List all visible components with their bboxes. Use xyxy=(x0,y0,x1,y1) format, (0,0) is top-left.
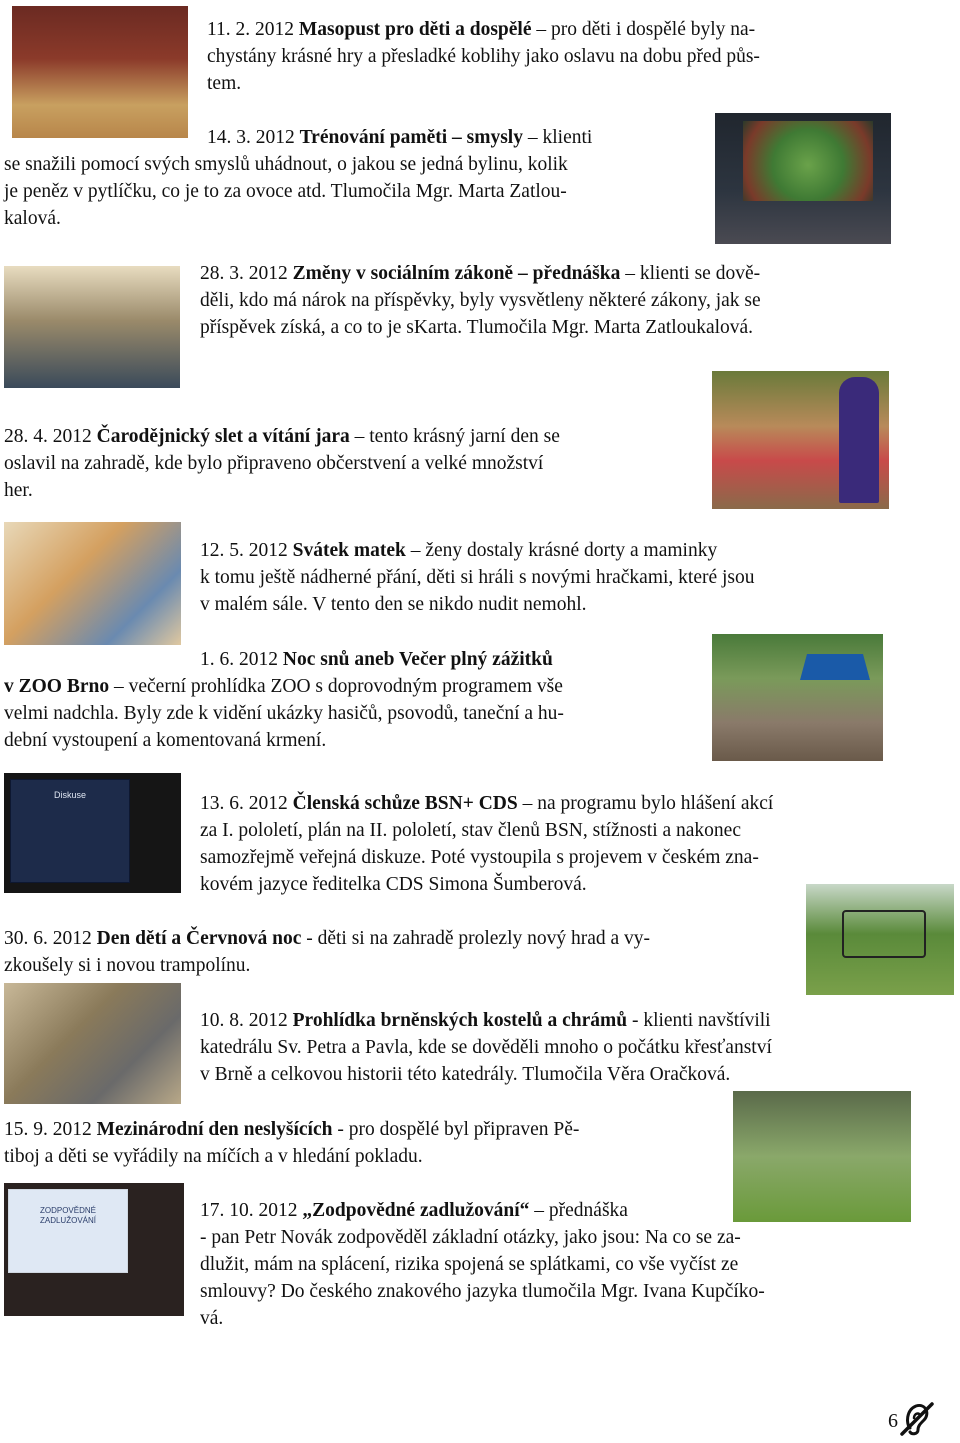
event-text-line xyxy=(200,871,587,898)
event-text-line xyxy=(200,537,717,564)
event-text: – večerní prohlídka ZOO s doprovodným programem vše xyxy=(109,676,563,697)
event-text: vá. xyxy=(200,1308,224,1329)
event-title: „Zodpovědné zadlužování“ xyxy=(302,1200,530,1221)
event-text-line xyxy=(4,477,33,504)
event-title: Trénování paměti – smysly xyxy=(299,127,523,148)
photo-svatek-matek xyxy=(4,522,181,645)
event-text-line xyxy=(200,314,753,341)
photo-clenska-schuze xyxy=(4,773,181,893)
event-text-line xyxy=(4,727,326,754)
event-text: je peněz v pytlíčku, co je to za ovoce atd. Tlumočila Mgr. Marta Zatlou- xyxy=(4,181,567,202)
event-text-line xyxy=(200,287,761,314)
event-text-line xyxy=(200,1305,223,1332)
event-title: Masopust pro děti a dospělé xyxy=(298,19,532,40)
event-text-line xyxy=(200,1197,628,1224)
event-text: 17. 10. 2012 xyxy=(200,1200,303,1221)
event-text: – klienti xyxy=(522,127,593,148)
event-text: se snažili pomocí svých smyslů uhádnout, o jakou se jedná bylinu, kolik xyxy=(4,154,568,175)
event-text-line xyxy=(207,43,760,70)
event-text-line xyxy=(200,1034,772,1061)
event-text: příspěvek získá, a co to je sKarta. Tlumočila Mgr. Marta Zatloukalová. xyxy=(200,317,754,338)
event-text: 30. 6. 2012 xyxy=(4,928,97,949)
event-text: - pro dospělé byl připraven Pě- xyxy=(332,1119,580,1140)
event-text: za I. pololetí, plán na II. pololetí, stav členů BSN, stížnosti a nakonec xyxy=(200,820,741,841)
event-text: katedrálu Sv. Petra a Pavla, kde se dověděli mnoho o počátku křesťanství xyxy=(200,1037,772,1058)
event-text: velmi nadchla. Byly zde k vidění ukázky hasičů, psovodů, taneční a hu- xyxy=(4,703,564,724)
event-text: oslavil na zahradě, kde bylo připraveno občerstvení a velké množství xyxy=(4,453,544,474)
event-text-line xyxy=(200,646,553,673)
event-text: her. xyxy=(4,480,33,501)
event-text: v malém sále. V tento den se nikdo nudit nemohl. xyxy=(200,594,587,615)
event-title: Prohlídka brněnských kostelů a chrámů xyxy=(292,1010,628,1031)
event-text-line xyxy=(200,844,759,871)
event-text: 10. 8. 2012 xyxy=(200,1010,293,1031)
photo-kostely xyxy=(4,983,181,1104)
event-text-line xyxy=(200,817,741,844)
event-text-line xyxy=(200,260,760,287)
event-text-line xyxy=(4,1116,579,1143)
photo-den-deti xyxy=(806,884,954,995)
event-text-line xyxy=(200,1278,765,1305)
event-text: 14. 3. 2012 xyxy=(207,127,300,148)
screen-title: ZODPOVĚDNÉ ZADLUŽOVÁNÍ xyxy=(39,1206,96,1225)
event-text: 28. 3. 2012 xyxy=(200,263,293,284)
event-text-line xyxy=(4,423,560,450)
event-text: – klienti se dově- xyxy=(620,263,761,284)
event-text-line xyxy=(4,151,568,178)
event-text: tiboj a děti se vyřádily na míčích a v hledání pokladu. xyxy=(4,1146,423,1167)
event-text-line xyxy=(200,1061,730,1088)
event-text: – přednáška xyxy=(529,1200,628,1221)
photo-den-neslysicich xyxy=(733,1091,911,1222)
event-text-line xyxy=(207,70,241,97)
event-text-line xyxy=(200,1251,738,1278)
photo-zadluzovani xyxy=(4,1183,184,1316)
event-text: dební vystoupení a komentovaná krmení. xyxy=(4,730,327,751)
event-text: kovém jazyce ředitelka CDS Simona Šumberová. xyxy=(200,874,587,895)
event-title: Členská schůze BSN+ CDS xyxy=(292,793,518,814)
event-text-line xyxy=(4,925,650,952)
event-text: smlouvy? Do českého znakového jazyka tlumočila Mgr. Ivana Kupčíko- xyxy=(200,1281,765,1302)
event-text: – na programu bylo hlášení akcí xyxy=(517,793,774,814)
projection-screen xyxy=(8,1189,128,1273)
event-text-line xyxy=(200,1007,771,1034)
event-text: – tento krásný jarní den se xyxy=(349,426,560,447)
event-text: 13. 6. 2012 xyxy=(200,793,293,814)
event-text: k tomu ještě nádherné přání, děti si hráli s novými hračkami, které jsou xyxy=(200,567,755,588)
photo-carodejnicky-slet xyxy=(712,371,889,509)
event-text: - děti si na zahradě prolezly nový hrad a vy- xyxy=(301,928,651,949)
event-title: Svátek matek xyxy=(292,540,406,561)
screen-title: Diskuse xyxy=(53,790,86,800)
event-text: děli, kdo má nárok na příspěvky, byly vysvětleny některé zákony, jak se xyxy=(200,290,761,311)
photo-zoo-brno xyxy=(712,634,883,761)
photo-masopust xyxy=(12,6,188,138)
event-text: kalová. xyxy=(4,208,61,229)
ear-hearing-loop-icon xyxy=(896,1398,936,1438)
event-text-line xyxy=(4,700,564,727)
event-title: v ZOO Brno xyxy=(4,676,110,697)
event-text-line xyxy=(4,1143,423,1170)
event-text: samozřejmě veřejná diskuze. Poté vystoupila s projevem v českém zna- xyxy=(200,847,759,868)
event-text-line xyxy=(4,673,563,700)
event-title: Čarodějnický slet a vítání jara xyxy=(96,426,350,447)
event-text: 15. 9. 2012 xyxy=(4,1119,97,1140)
event-text: dlužit, mám na splácení, rizika spojená se splátkami, co vše vyčíst ze xyxy=(200,1254,739,1275)
event-text-line xyxy=(4,450,543,477)
event-title: Mezinárodní den neslyšících xyxy=(96,1119,333,1140)
event-title: Změny v sociálním zákoně – přednáška xyxy=(292,263,621,284)
event-text: chystány krásné hry a přesladké koblihy jako oslavu na dobu před půs- xyxy=(207,46,760,67)
event-text-line xyxy=(200,790,773,817)
photo-trenovani-pameti xyxy=(715,113,891,244)
event-text: - klienti navštívili xyxy=(627,1010,771,1031)
event-text-line xyxy=(4,178,567,205)
event-text-line xyxy=(207,124,592,151)
event-text-line xyxy=(4,952,250,979)
event-text: 12. 5. 2012 xyxy=(200,540,293,561)
event-title: Den dětí a Červnová noc xyxy=(96,928,302,949)
event-text: – pro děti i dospělé byly na- xyxy=(531,19,756,40)
page-number-text: 6 xyxy=(888,1410,898,1432)
event-text: tem. xyxy=(207,73,242,94)
event-text-line xyxy=(4,205,61,232)
event-text-line xyxy=(200,564,755,591)
event-text: 1. 6. 2012 xyxy=(200,649,283,670)
event-text: zkoušely si i novou trampolínu. xyxy=(4,955,251,976)
event-text-line xyxy=(200,1224,741,1251)
photo-prednaska-zakon xyxy=(4,266,180,388)
event-text-line xyxy=(207,16,755,43)
projection-screen xyxy=(10,779,130,883)
event-text: – ženy dostaly krásné dorty a maminky xyxy=(405,540,718,561)
event-title: Noc snů aneb Večer plný zážitků xyxy=(282,649,553,670)
event-text-line xyxy=(200,591,587,618)
event-text: - pan Petr Novák zodpověděl základní otázky, jako jsou: Na co se za- xyxy=(200,1227,741,1248)
event-text: 11. 2. 2012 xyxy=(207,19,299,40)
event-text: v Brně a celkovou historii této katedrály. Tlumočila Věra Oračková. xyxy=(200,1064,731,1085)
event-text: 28. 4. 2012 xyxy=(4,426,97,447)
